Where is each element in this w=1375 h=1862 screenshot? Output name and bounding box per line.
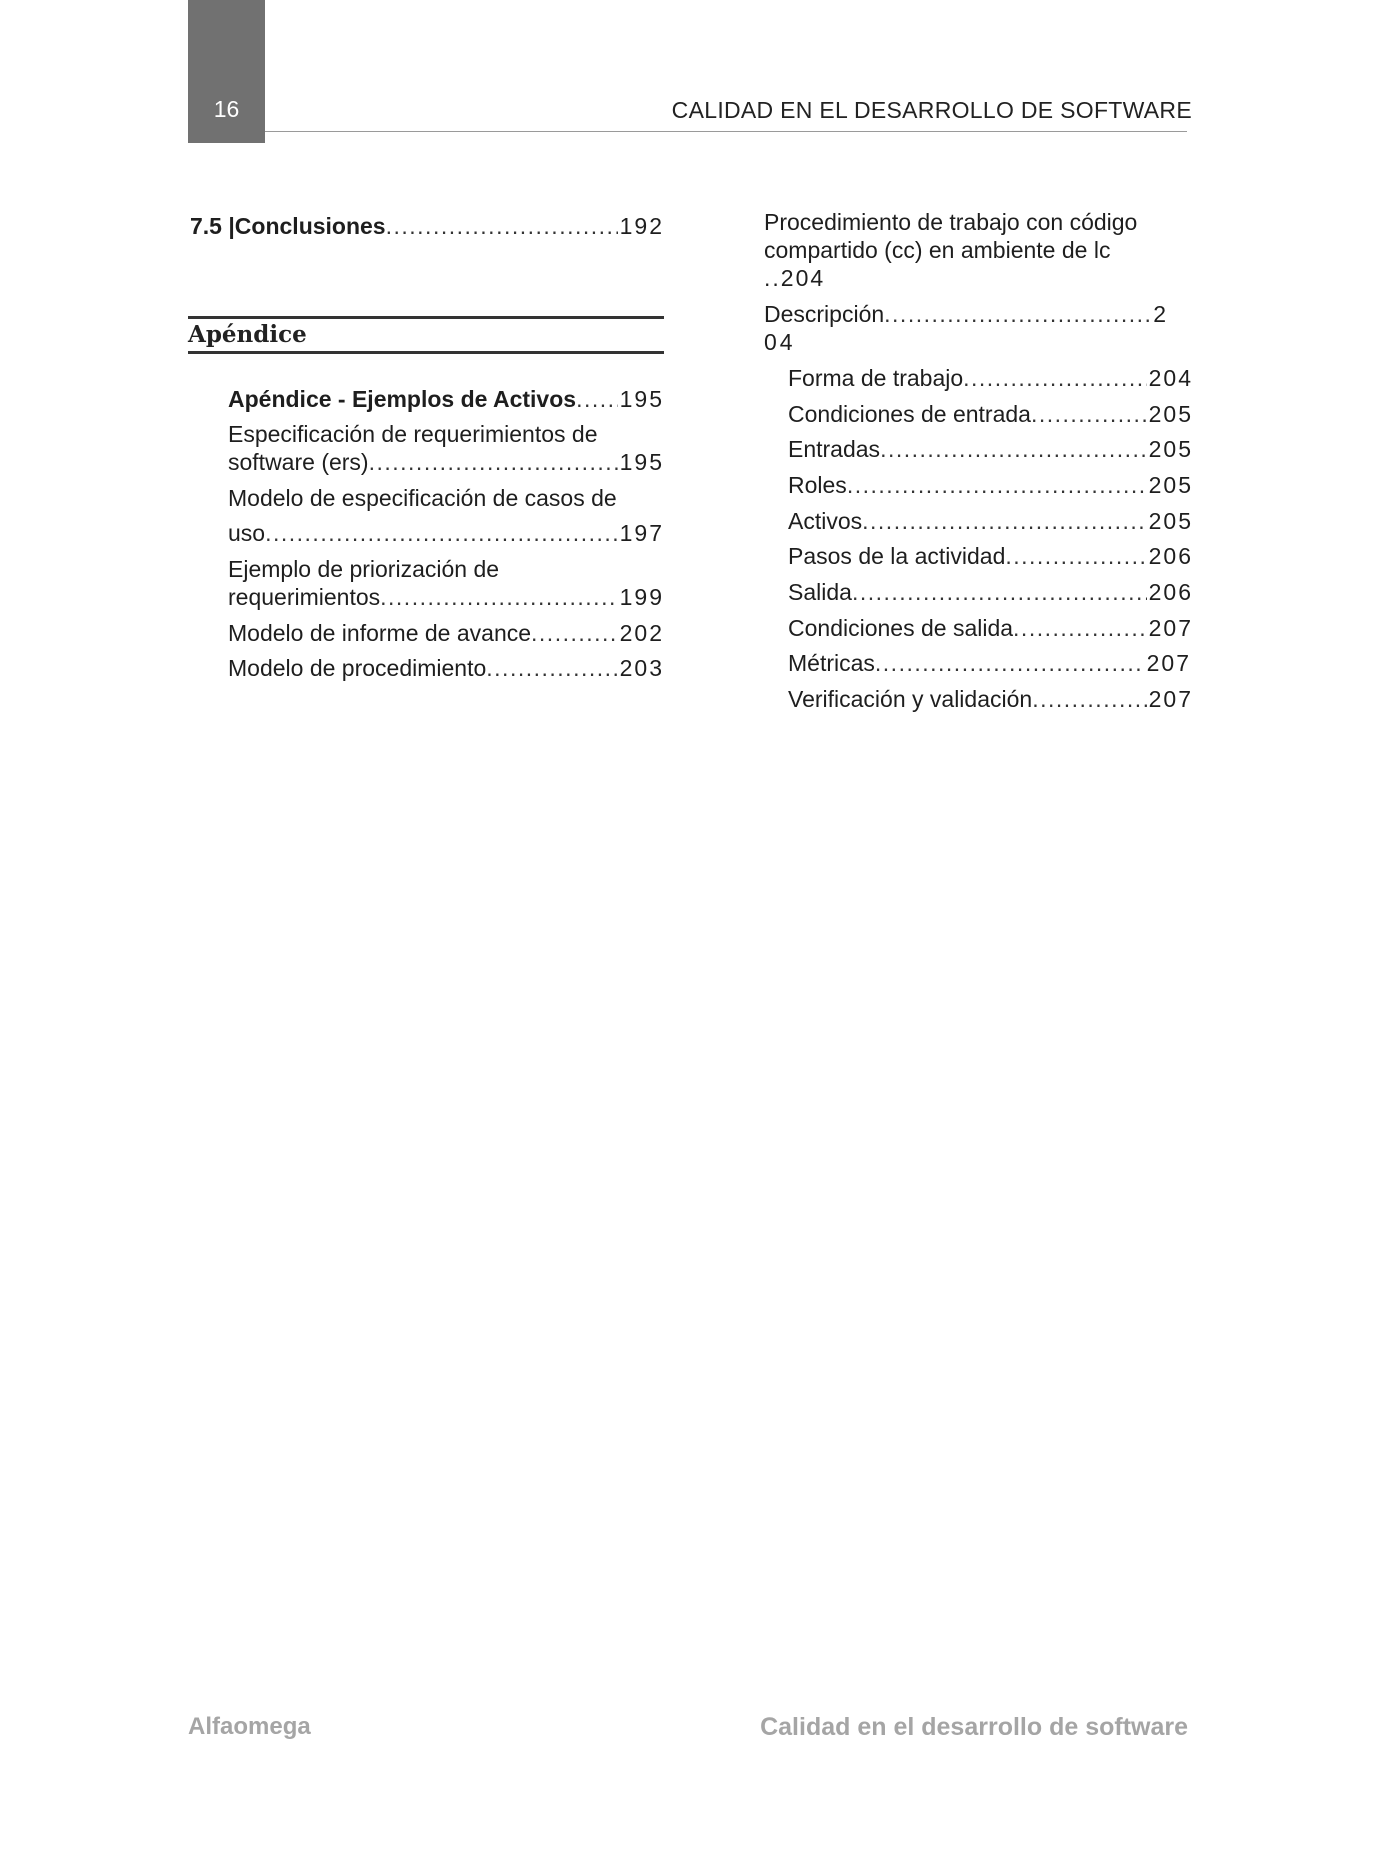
toc-leader [576, 385, 618, 413]
toc-label: requerimientos [228, 584, 381, 610]
header-rule [265, 131, 1187, 132]
toc-entry[interactable] [788, 435, 1193, 463]
toc-label: Roles [788, 472, 847, 498]
toc-page: 207 [1148, 615, 1193, 641]
toc-page: 195 [619, 449, 664, 475]
appendix-heading [188, 316, 664, 354]
toc-page: 207 [1148, 686, 1193, 712]
toc-label: Condiciones de entrada [788, 401, 1031, 427]
toc-label: 7.5 |Conclusiones [190, 213, 386, 239]
toc-entry[interactable] [228, 385, 664, 413]
toc-entry[interactable] [228, 619, 664, 647]
toc-label: Apéndice - Ejemplos de Activos [228, 386, 577, 412]
toc-entry[interactable] [788, 471, 1193, 499]
toc-label: Activos [788, 508, 863, 534]
toc-procedure-line2[interactable]: compartido (cc) en ambiente de lc [764, 237, 1111, 263]
toc-page: 197 [619, 520, 664, 546]
toc-entry-line1[interactable]: Modelo de especificación de casos de [228, 485, 617, 511]
toc-procedure-page[interactable]: ..204 [764, 265, 826, 291]
toc-leader [486, 654, 617, 682]
toc-entry[interactable] [788, 614, 1193, 642]
toc-leader [265, 519, 618, 547]
toc-leader [884, 300, 1151, 328]
toc-leader [1013, 614, 1147, 642]
toc-page: 207 [1146, 650, 1191, 676]
toc-page: 202 [619, 620, 664, 646]
page-number: 16 [213, 96, 240, 122]
toc-page: 206 [1148, 579, 1193, 605]
toc-entry[interactable] [788, 685, 1193, 713]
toc-page: 205 [1148, 472, 1193, 498]
toc-entry[interactable] [788, 578, 1193, 606]
toc-label: Verificación y validación [788, 686, 1033, 712]
toc-leader [1005, 542, 1146, 570]
toc-entry[interactable] [788, 542, 1193, 570]
toc-label: Modelo de procedimiento [228, 655, 487, 681]
toc-page-continued: 04 [764, 329, 796, 355]
toc-page: 195 [619, 386, 664, 412]
toc-leader [531, 619, 618, 647]
toc-leader [1032, 685, 1146, 713]
toc-entry[interactable] [228, 448, 664, 476]
footer-book-title: Calidad en el desarrollo de software [760, 1713, 1188, 1741]
toc-leader [862, 507, 1146, 535]
toc-label: Descripción [764, 301, 885, 327]
toc-page: 205 [1148, 508, 1193, 534]
toc-page: 2 [1153, 301, 1168, 327]
toc-label: Pasos de la actividad [788, 543, 1006, 569]
toc-entry[interactable] [788, 364, 1193, 392]
page-number-tab [188, 0, 265, 143]
toc-label: Entradas [788, 436, 881, 462]
toc-entry[interactable] [228, 654, 664, 682]
toc-entry[interactable] [228, 519, 664, 547]
toc-label: software (ers) [228, 449, 369, 475]
toc-entry[interactable] [788, 507, 1193, 535]
toc-entry[interactable] [228, 583, 664, 611]
toc-leader [1031, 400, 1147, 428]
toc-entry[interactable] [788, 400, 1193, 428]
toc-leader [852, 578, 1147, 606]
toc-label: Forma de trabajo [788, 365, 964, 391]
toc-leader [963, 364, 1146, 392]
toc-entry[interactable] [788, 649, 1191, 677]
toc-page: 206 [1148, 543, 1193, 569]
toc-leader [875, 649, 1145, 677]
toc-page: 199 [619, 584, 664, 610]
toc-label: uso [228, 520, 266, 546]
toc-page: 192 [619, 213, 664, 239]
toc-page: 205 [1148, 401, 1193, 427]
toc-page: 205 [1148, 436, 1193, 462]
toc-entry-descripcion[interactable] [764, 300, 1168, 328]
toc-entry-line1[interactable]: Ejemplo de priorización de [228, 556, 500, 582]
toc-label: Salida [788, 579, 852, 605]
toc-procedure-line1[interactable]: Procedimiento de trabajo con código [764, 209, 1138, 235]
appendix-heading-text: Apéndice [188, 321, 307, 348]
toc-page: 203 [619, 655, 664, 681]
toc-page: 204 [1148, 365, 1193, 391]
toc-entry-line1[interactable]: Especificación de requerimientos de [228, 421, 598, 447]
toc-leader [369, 448, 618, 476]
footer-publisher: Alfaomega [188, 1713, 311, 1740]
toc-leader [380, 583, 617, 611]
running-title: CALIDAD EN EL DESARROLLO DE SOFTWARE [671, 97, 1192, 123]
toc-label: Modelo de informe de avance [228, 620, 532, 646]
toc-label: Métricas [788, 650, 875, 676]
toc-section-conclusiones[interactable] [190, 212, 664, 240]
toc-leader [880, 435, 1147, 463]
toc-label: Condiciones de salida [788, 615, 1014, 641]
toc-leader [386, 212, 618, 240]
toc-leader [847, 471, 1147, 499]
